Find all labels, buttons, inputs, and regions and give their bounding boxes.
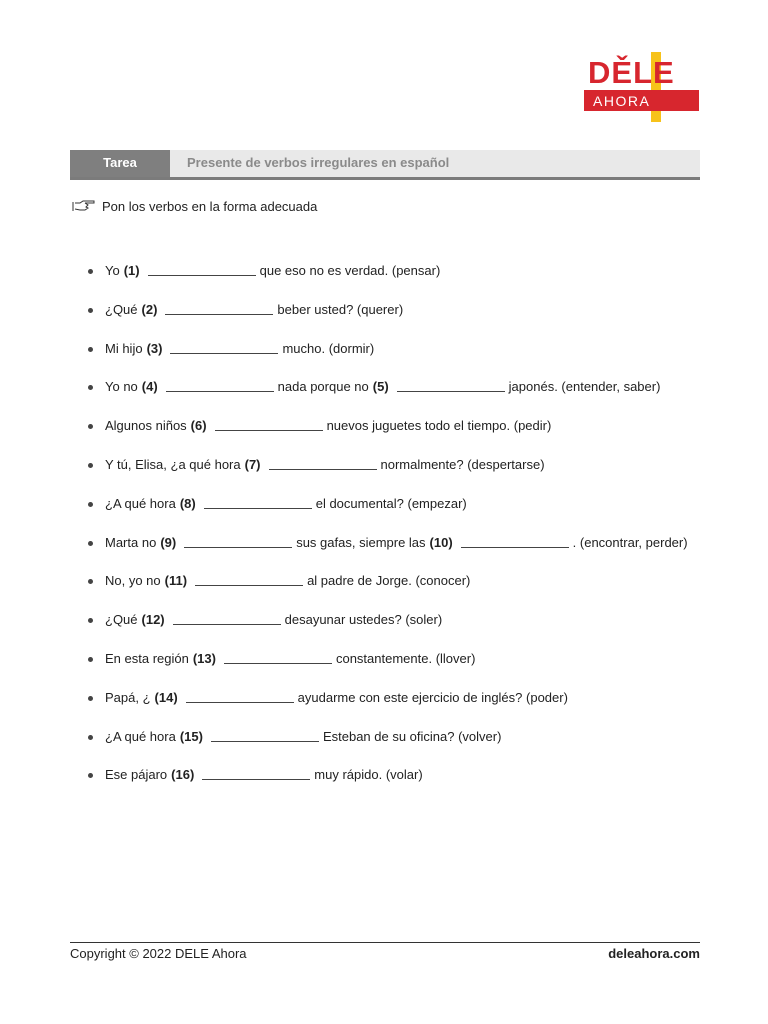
exercise-item	[88, 533, 718, 572]
exercise-item	[88, 261, 718, 300]
pointing-hand-icon	[72, 198, 96, 214]
answer-blank[interactable]	[148, 261, 256, 276]
exercise-item	[88, 377, 718, 416]
exercise-prefix: Yo	[105, 263, 120, 278]
exercise-item	[88, 455, 718, 494]
answer-blank[interactable]	[397, 377, 505, 392]
answer-blank[interactable]	[224, 649, 332, 664]
exercise-number: (7)	[244, 456, 261, 472]
exercise-prefix: Mi hijo	[105, 340, 143, 356]
copyright-text: Copyright © 2022 DELE Ahora	[70, 946, 247, 961]
bullet-icon	[88, 502, 93, 507]
exercise-number: (15)	[179, 728, 203, 744]
exercise-number: (3)	[146, 340, 163, 356]
bullet-icon	[88, 463, 93, 468]
exercise-prefix: ¿Qué	[105, 612, 138, 628]
answer-blank[interactable]	[195, 571, 303, 586]
exercise-item	[88, 765, 718, 804]
exercise-text: al padre de Jorge. (conocer)	[307, 573, 471, 589]
instruction	[72, 196, 317, 216]
bullet-icon	[88, 773, 93, 778]
logo-word: DĚLE	[588, 55, 675, 90]
answer-blank[interactable]	[202, 765, 310, 780]
exercise-prefix: ¿A qué hora	[105, 495, 176, 511]
task-label: Tarea	[70, 150, 170, 177]
exercise-text: muy rápido. (volar)	[314, 767, 423, 783]
exercise-prefix: ¿Qué	[105, 301, 138, 317]
logo-subword: AHORA	[593, 93, 651, 109]
bullet-icon	[88, 308, 93, 313]
answer-blank[interactable]	[269, 455, 377, 470]
exercise-text: nada porque no	[277, 379, 369, 395]
exercise-suffix: . (encontrar, perder)	[572, 534, 688, 550]
answer-blank[interactable]	[165, 300, 273, 315]
exercise-prefix: Ese pájaro	[105, 767, 168, 783]
exercise-number: (8)	[179, 495, 196, 511]
exercise-number: (14)	[154, 689, 178, 705]
bullet-icon	[88, 618, 93, 623]
answer-blank[interactable]	[173, 610, 281, 625]
answer-blank[interactable]	[170, 339, 278, 354]
bullet-icon	[88, 269, 93, 274]
bullet-icon	[88, 696, 93, 701]
bullet-icon	[88, 347, 93, 352]
footer-divider	[70, 942, 700, 943]
answer-blank[interactable]	[186, 688, 294, 703]
exercise-text: ayudarme con este ejercicio de inglés? (poder)	[297, 689, 568, 705]
bullet-icon	[88, 735, 93, 740]
exercise-number: (11)	[164, 573, 188, 589]
exercise-prefix: En esta región	[105, 650, 189, 666]
website-link[interactable]: deleahora.com	[608, 946, 700, 961]
bullet-icon	[88, 579, 93, 584]
exercise-text: Esteban de su oficina? (volver)	[322, 728, 502, 744]
bullet-icon	[88, 424, 93, 429]
exercise-number: (5)	[372, 379, 389, 395]
exercise-text: normalmente? (despertarse)	[380, 456, 545, 472]
answer-blank[interactable]	[184, 533, 292, 548]
bullet-icon	[88, 657, 93, 662]
answer-blank[interactable]	[461, 533, 569, 548]
exercise-item	[88, 494, 718, 533]
exercise-item	[88, 571, 718, 610]
exercise-text: desayunar ustedes? (soler)	[284, 612, 443, 628]
exercise-number: (9)	[160, 534, 177, 550]
exercise-text: mucho. (dormir)	[282, 340, 375, 356]
exercise-prefix: Yo no	[105, 379, 138, 395]
exercise-number: (6)	[190, 418, 207, 434]
instruction-text: Pon los verbos en la forma adecuada	[102, 198, 318, 214]
exercise-number: (4)	[141, 379, 158, 395]
exercise-prefix: No, yo no	[105, 573, 161, 589]
exercise-prefix: Algunos niños	[105, 418, 187, 434]
exercise-number: (12)	[141, 612, 165, 628]
bullet-icon	[88, 385, 93, 390]
bullet-icon	[88, 541, 93, 546]
task-header	[70, 150, 700, 180]
exercise-number: (16)	[171, 767, 195, 783]
exercise-item	[88, 339, 718, 378]
exercise-number: (2)	[141, 301, 158, 317]
exercise-prefix: Papá, ¿	[105, 689, 151, 705]
answer-blank[interactable]	[204, 494, 312, 509]
exercise-item	[88, 727, 718, 766]
dele-ahora-logo	[584, 52, 700, 122]
answer-blank[interactable]	[215, 416, 323, 431]
exercise-item	[88, 688, 718, 727]
exercise-number: (13)	[192, 650, 216, 666]
exercise-prefix: Marta no	[105, 534, 157, 550]
exercise-number: (1)	[123, 263, 140, 278]
task-title: Presente de verbos irregulares en español	[187, 155, 450, 170]
exercise-text: constantemente. (llover)	[335, 650, 476, 666]
exercise-text: el documental? (empezar)	[315, 495, 467, 511]
exercise-prefix: Y tú, Elisa, ¿a qué hora	[105, 456, 241, 472]
exercise-text: sus gafas, siempre las	[296, 534, 426, 550]
exercise-text: beber usted? (querer)	[277, 301, 404, 317]
exercise-item	[88, 416, 718, 455]
exercise-list	[88, 261, 718, 804]
answer-blank[interactable]	[166, 377, 274, 392]
exercise-item	[88, 300, 718, 339]
exercise-item	[88, 610, 718, 649]
exercise-prefix: ¿A qué hora	[105, 728, 176, 744]
exercise-text: que eso no es verdad. (pensar)	[259, 263, 441, 278]
exercise-item	[88, 649, 718, 688]
exercise-suffix: japonés. (entender, saber)	[508, 379, 661, 395]
exercise-number: (10)	[429, 534, 453, 550]
exercise-text: nuevos juguetes todo el tiempo. (pedir)	[326, 418, 552, 434]
answer-blank[interactable]	[211, 727, 319, 742]
